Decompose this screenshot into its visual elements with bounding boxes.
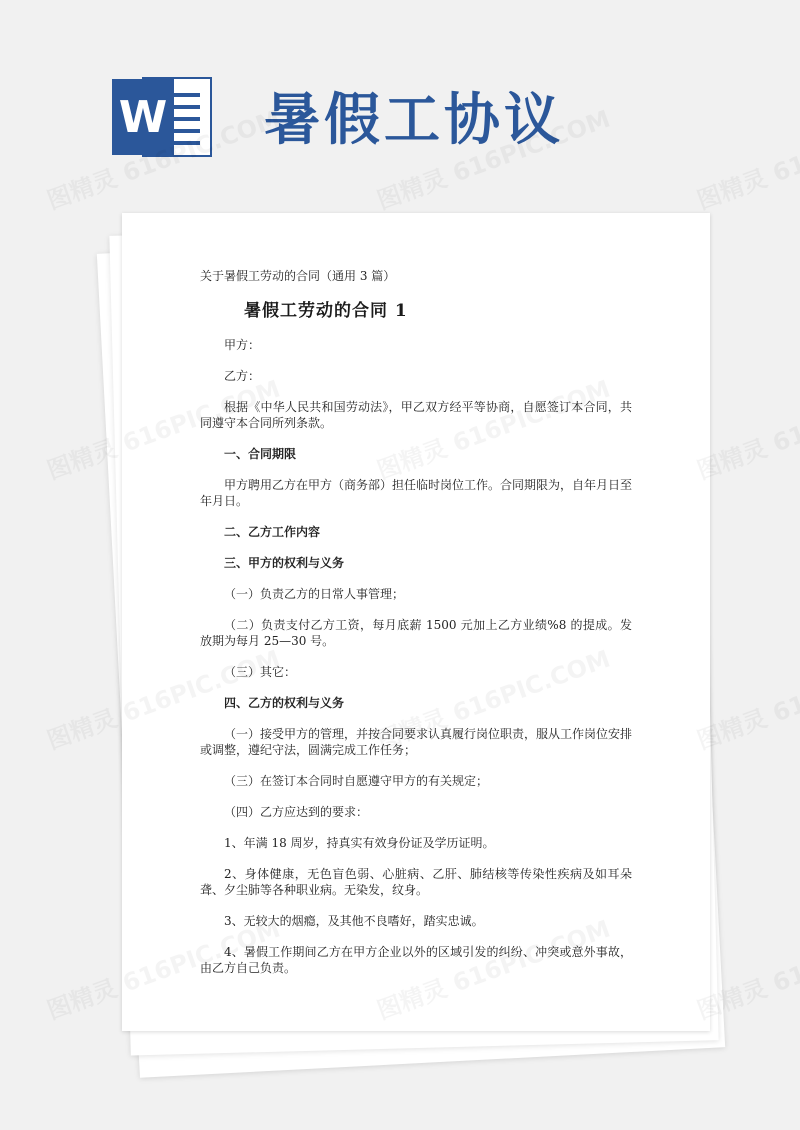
document-page (122, 213, 710, 1031)
paragraph: （三）其它： (224, 665, 297, 679)
section-heading: 二、乙方工作内容 (224, 525, 321, 539)
section-heading: 四、乙方的权利与义务 (224, 696, 345, 710)
paragraph: 甲方： (224, 338, 261, 352)
paragraph: 根据《中华人民共和国劳动法》，甲乙双方经平等协商，自愿签订本合同，共同遵守本合同所列条款。 (200, 400, 632, 430)
section-heading: 一、合同期限 (224, 447, 297, 461)
paragraph: （一）接受甲方的管理，并按合同要求认真履行岗位职责，服从工作岗位安排或调整，遵纪守法，圆满完成工作任务； (200, 727, 633, 757)
document-subtitle: 关于暑假工劳动的合同（通用 3 篇） (200, 269, 396, 283)
page-title: 暑假工协议 (264, 88, 564, 153)
word-letter: W (112, 79, 174, 155)
paragraph: （一）负责乙方的日常人事管理； (224, 587, 405, 601)
paragraph-list (200, 337, 632, 976)
paragraph: 甲方聘用乙方在甲方（商务部）担任临时岗位工作。合同期限为，自年月日至年月日。 (200, 478, 633, 508)
paragraph: （四）乙方应达到的要求： (224, 805, 369, 819)
section-heading: 三、甲方的权利与义务 (224, 556, 345, 570)
paragraph: （三）在签订本合同时自愿遵守甲方的有关规定； (224, 774, 489, 788)
word-icon (112, 77, 212, 157)
paragraph: （二）负责支付乙方工资，每月底薪 1500 元加上乙方业绩%8 的提成。发放期为每月 25—30 号。 (200, 618, 632, 648)
paragraph: 1、年满 18 周岁，持真实有效身份证及学历证明。 (224, 836, 495, 850)
paragraph: 3、无较大的烟瘾，及其他不良嗜好，踏实忠诚。 (224, 914, 484, 928)
document-body (200, 267, 632, 991)
page-header (0, 0, 800, 210)
document-heading: 暑假工劳动的合同 1 (244, 301, 408, 321)
paragraph: 乙方： (224, 369, 261, 383)
paragraph: 2、身体健康，无色盲色弱、心脏病、乙肝、肺结核等传染性疾病及如耳朵聋、夕尘肺等各种职业病。无染发，纹身。 (200, 867, 632, 897)
paragraph: 4、暑假工作期间乙方在甲方企业以外的区域引发的纠纷、冲突或意外事故，由乙方自己负责。 (200, 945, 632, 975)
